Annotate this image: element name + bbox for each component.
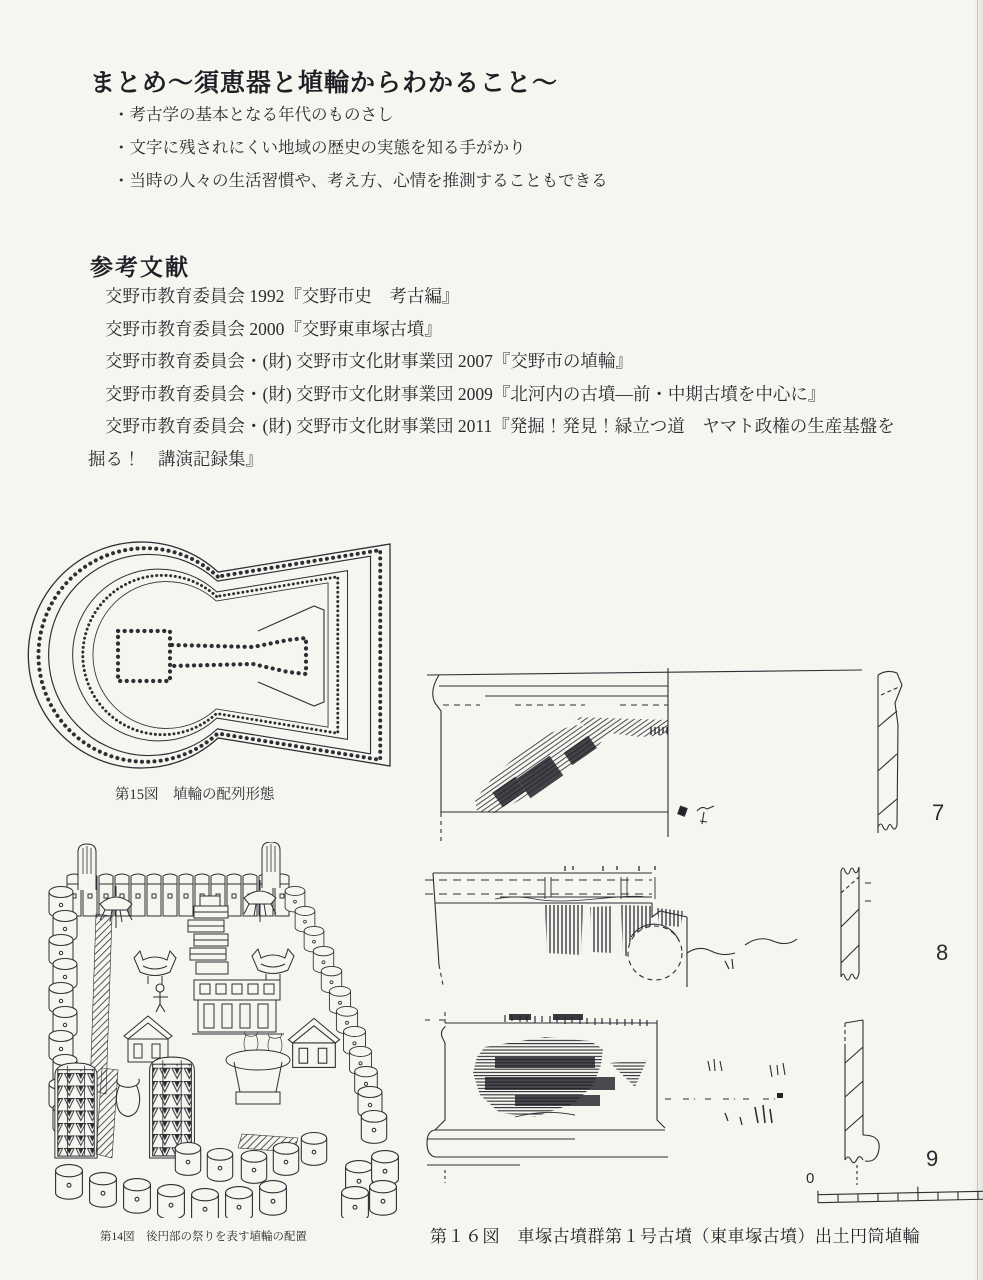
references-list bbox=[88, 280, 902, 475]
reference-item: 交野市教育委員会 2000『交野東車塚古墳』 bbox=[105, 318, 442, 339]
figure14-caption: 第14図 後円部の祭りを表す埴輪の配置 bbox=[100, 1231, 307, 1243]
specimen-number-7: 7 bbox=[932, 800, 945, 825]
references-heading: 参考文献 bbox=[90, 255, 190, 282]
figure16-cylindrical-haniwa-drawings bbox=[425, 665, 983, 1215]
summary-bullet: ・文字に残されにくい地域の歴史の実態を知る手がかり bbox=[113, 138, 526, 157]
reference-item: 交野市教育委員会・(財) 交野市文化財事業団 2007『交野市の埴輪』 bbox=[105, 351, 633, 371]
summary-bullet: ・考古学の基本となる年代のものさし bbox=[113, 105, 394, 124]
summary-bullet-list bbox=[113, 98, 608, 197]
page-title: まとめ～須恵器と埴輪からわかること～ bbox=[90, 67, 559, 97]
figure16-caption: 第１６図 車塚古墳群第１号古墳（東車塚古墳）出土円筒埴輪 bbox=[430, 1227, 920, 1246]
scale-bar bbox=[818, 1185, 983, 1202]
specimen-number-9: 9 bbox=[926, 1146, 939, 1171]
summary-bullet: ・当時の人々の生活習慣や、考え方、心情を推測することもできる bbox=[113, 171, 608, 190]
specimen-number-8: 8 bbox=[936, 940, 949, 965]
reference-item: 交野市教育委員会・(財) 交野市文化財事業団 2011『発掘！発見！緑立つ道 ヤマト政権の生産基盤を掘る！ 講演記録集』 bbox=[88, 416, 895, 469]
figure15-caption: 第15図 埴輪の配列形態 bbox=[115, 787, 275, 803]
reference-item: 交野市教育委員会・(財) 交野市文化財事業団 2009『北河内の古墳―前・中期古墳を中心に』 bbox=[105, 383, 826, 404]
scale-origin-label: 0 bbox=[806, 1170, 815, 1187]
figure14-haniwa-ritual-arrangement bbox=[44, 842, 400, 1218]
figure15-keyhole-tomb-plan bbox=[18, 534, 402, 776]
reference-item: 交野市教育委員会 1992『交野市史 考古編』 bbox=[105, 286, 460, 306]
